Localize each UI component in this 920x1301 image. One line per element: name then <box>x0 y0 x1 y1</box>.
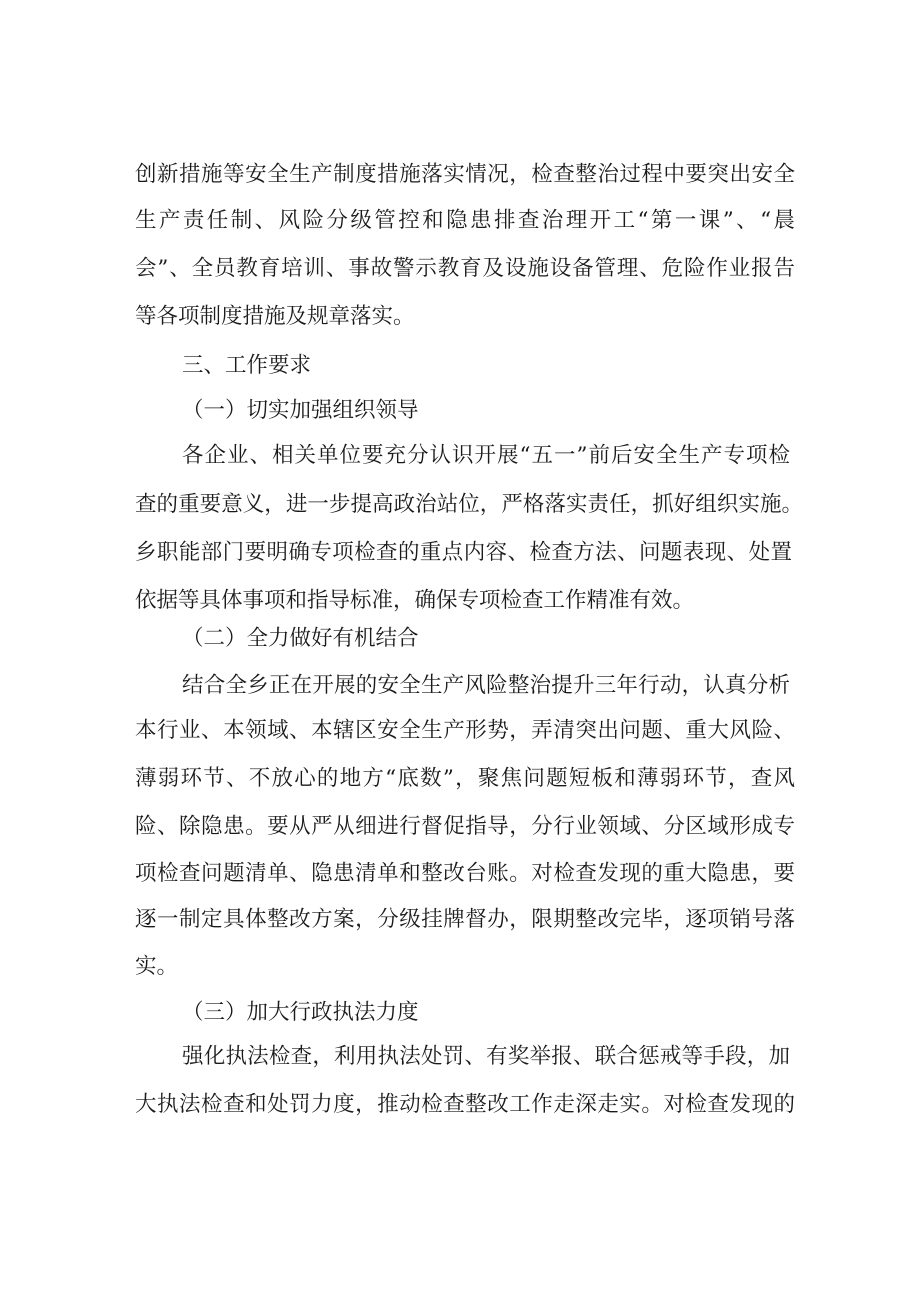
subsection-heading: （二）全力做好有机结合 <box>182 626 419 651</box>
paragraph-first-line: 各企业、相关单位要充分认识开展“五一”前后安全生产专项检 <box>182 443 790 468</box>
text-line: 本行业、本领域、本辖区安全生产形势，弄清突出问题、重大风险、 <box>135 718 795 743</box>
text-line: 逐一制定具体整改方案，分级挂牌督办，限期整改完毕，逐项销号落 <box>135 907 795 932</box>
text-line: 依据等具体事项和指导标准，确保专项检查工作精准有效。 <box>135 588 695 613</box>
text-line: 薄弱环节、不放心的地方“底数”，聚焦问题短板和薄弱环节，查风 <box>135 766 795 791</box>
text-line: 险、除隐患。要从严从细进行督促指导，分行业领域、分区域形成专 <box>135 814 795 839</box>
text-line: 大执法检查和处罚力度，推动检查整改工作走深走实。对检查发现的 <box>135 1092 795 1117</box>
text-line: 创新措施等安全生产制度措施落实情况，检查整治过程中要突出安全 <box>135 162 795 187</box>
text-line: 实。 <box>135 954 179 979</box>
text-line: 生产责任制、风险分级管控和隐患排查治理开工“第一课”、“晨 <box>135 208 795 233</box>
section-heading: 三、工作要求 <box>182 353 312 378</box>
text-line: 乡职能部门要明确专项检查的重点内容、检查方法、问题表现、处置 <box>135 540 792 565</box>
paragraph-first-line: 强化执法检查，利用执法处罚、有奖举报、联合惩戒等手段，加 <box>182 1044 790 1069</box>
text-line: 项检查问题清单、隐患清单和整改台账。对检查发现的重大隐患，要 <box>135 861 795 886</box>
text-line: 查的重要意义，进一步提高政治站位，严格落实责任，抓好组织实施。 <box>135 492 803 517</box>
text-line: 会”、全员教育培训、事故警示教育及设施设备管理、危险作业报告 <box>135 256 795 281</box>
subsection-heading: （一）切实加强组织领导 <box>182 398 419 423</box>
subsection-heading: （三）加大行政执法力度 <box>182 1000 419 1025</box>
text-line: 等各项制度措施及规章落实。 <box>135 304 415 329</box>
paragraph-first-line: 结合全乡正在开展的安全生产风险整治提升三年行动，认真分析 <box>182 673 790 698</box>
